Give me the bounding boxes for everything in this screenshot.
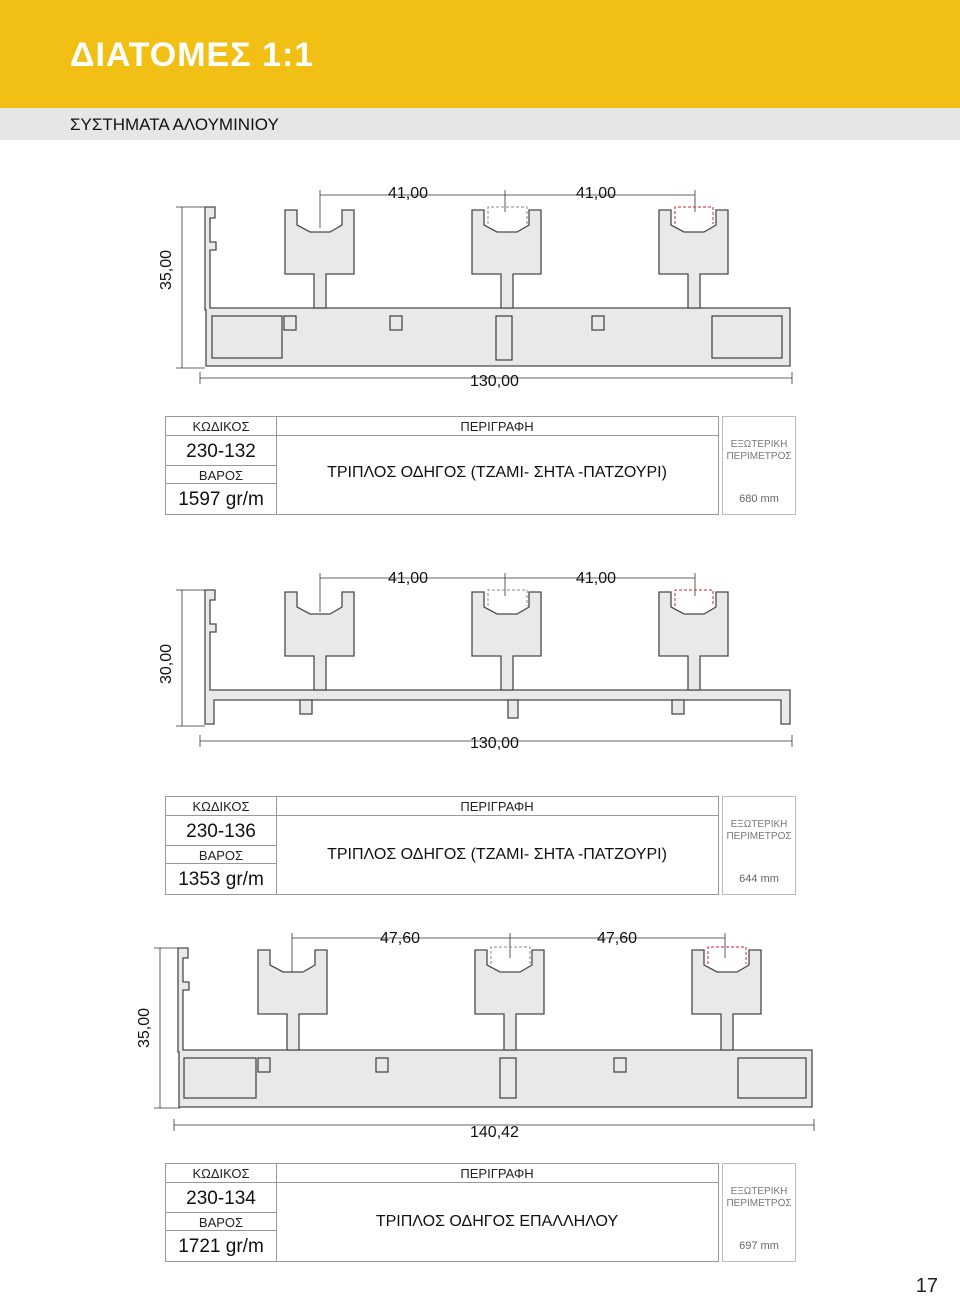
description-value: ΤΡΙΠΛΟΣ ΟΔΗΓΟΣ (ΤΖΑΜΙ- ΣΗΤΑ -ΠΑΤΖΟΥΡΙ) (327, 464, 667, 481)
dim-width: 130,00 (470, 735, 519, 752)
page-subtitle: ΣΥΣΤΗΜΑΤΑ ΑΛΟΥΜΙΝΙΟΥ (70, 115, 279, 134)
weight-value: 1353 gr/m (178, 869, 264, 890)
dim-top-right: 41,00 (576, 185, 617, 202)
perimeter-label-2: ΠΕΡΙΜΕΤΡΟΣ (726, 451, 792, 462)
code-value: 230-132 (186, 441, 256, 462)
description-value: ΤΡΙΠΛΟΣ ΟΔΗΓΟΣ (ΤΖΑΜΙ- ΣΗΤΑ -ΠΑΤΖΟΥΡΙ) (327, 846, 667, 863)
dim-width: 140,42 (470, 1124, 519, 1141)
description-value: ΤΡΙΠΛΟΣ ΟΔΗΓΟΣ ΕΠΑΛΛΗΛΟΥ (375, 1213, 619, 1230)
dim-top-left: 41,00 (388, 570, 429, 587)
code-label: ΚΩΔΙΚΟΣ (192, 1166, 250, 1181)
perimeter-box (722, 1163, 796, 1262)
perimeter-label-2: ΠΕΡΙΜΕΤΡΟΣ (726, 831, 792, 842)
dim-height: 30,00 (158, 643, 175, 684)
description-label: ΠΕΡΙΓΡΑΦΗ (460, 419, 534, 434)
weight-label: ΒΑΡΟΣ (198, 1215, 244, 1230)
weight-value: 1721 gr/m (178, 1236, 264, 1257)
code-value: 230-134 (186, 1188, 256, 1209)
page-number: 17 (915, 1275, 938, 1297)
dim-top-left: 47,60 (380, 930, 421, 947)
description-label: ΠΕΡΙΓΡΑΦΗ (460, 1166, 534, 1181)
description-label: ΠΕΡΙΓΡΑΦΗ (460, 799, 534, 814)
perimeter-label-1: ΕΞΩΤΕΡΙΚΗ (730, 819, 788, 830)
weight-label: ΒΑΡΟΣ (198, 468, 244, 483)
weight-value: 1597 gr/m (178, 489, 264, 510)
perimeter-value: 680 mm (739, 493, 779, 505)
perimeter-value: 697 mm (739, 1240, 779, 1252)
dim-top-right: 41,00 (576, 570, 617, 587)
perimeter-label-1: ΕΞΩΤΕΡΙΚΗ (730, 439, 788, 450)
weight-label: ΒΑΡΟΣ (198, 848, 244, 863)
dim-top-right: 47,60 (597, 930, 638, 947)
perimeter-label-2: ΠΕΡΙΜΕΤΡΟΣ (726, 1198, 792, 1209)
dim-height: 35,00 (136, 1007, 153, 1048)
code-label: ΚΩΔΙΚΟΣ (192, 419, 250, 434)
perimeter-value: 644 mm (739, 873, 779, 885)
code-value: 230-136 (186, 821, 256, 842)
perimeter-label-1: ΕΞΩΤΕΡΙΚΗ (730, 1186, 788, 1197)
page-title: ΔΙΑΤΟΜΕΣ 1:1 (70, 36, 315, 74)
dim-top-left: 41,00 (388, 185, 429, 202)
code-label: ΚΩΔΙΚΟΣ (192, 799, 250, 814)
dim-height: 35,00 (158, 249, 175, 290)
spec-table (165, 1163, 719, 1262)
dim-width: 130,00 (470, 373, 519, 390)
